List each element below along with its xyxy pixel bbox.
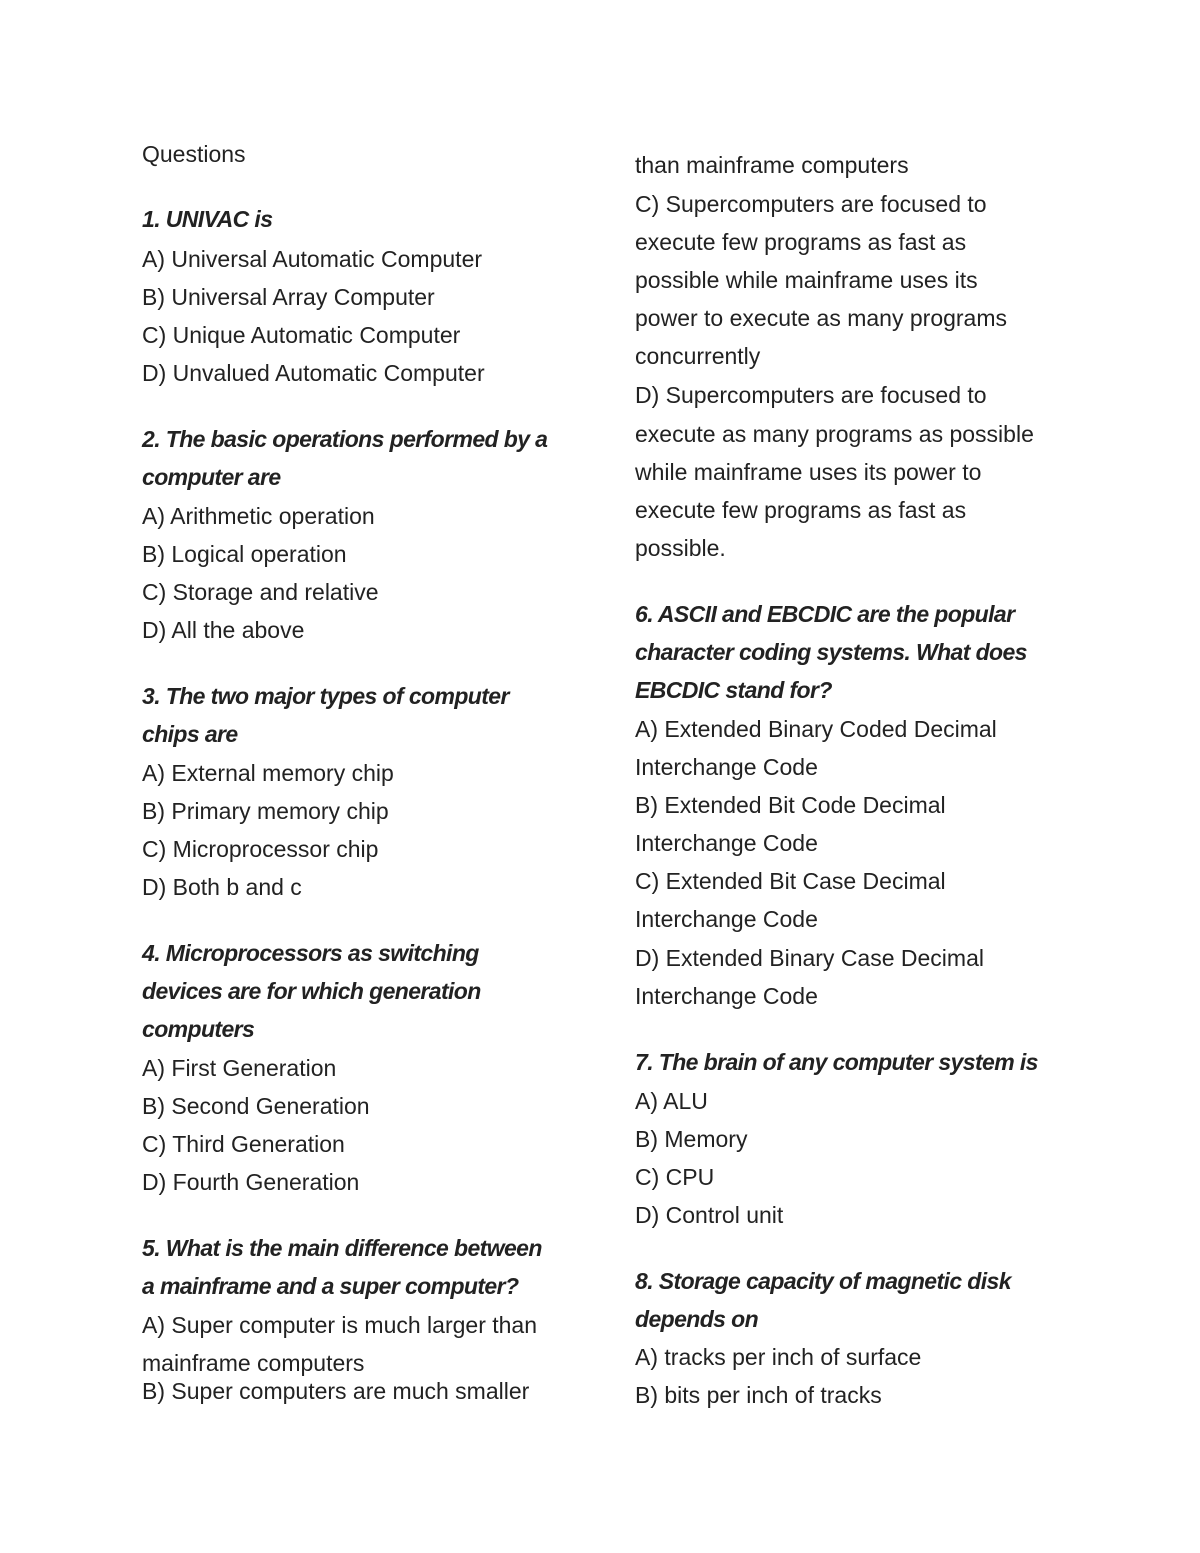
answer-option: B) Super computers are much smaller xyxy=(142,1378,530,1404)
answer-option: concurrently xyxy=(635,343,761,369)
question-text: 8. Storage capacity of magnetic disk xyxy=(635,1268,1011,1294)
answer-option: B) Second Generation xyxy=(142,1093,370,1119)
answer-option: C) Microprocessor chip xyxy=(142,836,379,862)
answer-option: C) Supercomputers are focused to xyxy=(635,191,987,217)
answer-option: B) Extended Bit Code Decimal xyxy=(635,792,946,818)
answer-option: D) Supercomputers are focused to xyxy=(635,382,987,408)
question-text: 1. UNIVAC is xyxy=(142,206,273,232)
question-text: 3. The two major types of computer xyxy=(142,683,509,709)
answer-option: execute few programs as fast as xyxy=(635,229,967,255)
answer-option: D) All the above xyxy=(142,617,305,643)
question-text: 7. The brain of any computer system is xyxy=(635,1049,1038,1075)
answer-option: D) Both b and c xyxy=(142,874,302,900)
answer-option: C) Third Generation xyxy=(142,1131,345,1157)
answer-option: mainframe computers xyxy=(142,1350,365,1376)
question-text: 4. Microprocessors as switching xyxy=(142,940,479,966)
question-text: devices are for which generation xyxy=(142,978,481,1004)
answer-option: B) Logical operation xyxy=(142,541,347,567)
question-text: computers xyxy=(142,1016,255,1042)
question-text: computer are xyxy=(142,464,281,490)
answer-option: A) First Generation xyxy=(142,1055,337,1081)
answer-option: power to execute as many programs xyxy=(635,305,1008,331)
question-text: character coding systems. What does xyxy=(635,639,1027,665)
question-text: 6. ASCII and EBCDIC are the popular xyxy=(635,601,1015,627)
answer-option: D) Extended Binary Case Decimal xyxy=(635,945,984,971)
answer-option: than mainframe computers xyxy=(635,152,909,178)
question-text: depends on xyxy=(635,1306,759,1332)
answer-option: A) Extended Binary Coded Decimal xyxy=(635,716,997,742)
question-text: chips are xyxy=(142,721,238,747)
answer-option: C) Unique Automatic Computer xyxy=(142,322,461,348)
answer-option: A) ALU xyxy=(635,1088,708,1114)
answer-option: execute few programs as fast as xyxy=(635,497,967,523)
answer-option: A) Arithmetic operation xyxy=(142,503,375,529)
answer-option: A) Universal Automatic Computer xyxy=(142,246,483,272)
answer-option: B) Primary memory chip xyxy=(142,798,389,824)
answer-option: B) Memory xyxy=(635,1126,748,1152)
answer-option: C) CPU xyxy=(635,1164,715,1190)
question-text: 5. What is the main difference between xyxy=(142,1235,542,1261)
answer-option: A) tracks per inch of surface xyxy=(635,1344,922,1370)
question-text: EBCDIC stand for? xyxy=(635,677,832,703)
answer-option: possible. xyxy=(635,535,726,561)
answer-option: while mainframe uses its power to xyxy=(635,459,982,485)
answer-option: Interchange Code xyxy=(635,983,818,1009)
answer-option: C) Storage and relative xyxy=(142,579,379,605)
answer-option: D) Control unit xyxy=(635,1202,784,1228)
answer-option: D) Unvalued Automatic Computer xyxy=(142,360,485,386)
answer-option: B) Universal Array Computer xyxy=(142,284,435,310)
page-heading: Questions xyxy=(142,141,246,167)
answer-option: Interchange Code xyxy=(635,906,818,932)
answer-option: D) Fourth Generation xyxy=(142,1169,360,1195)
question-text: a mainframe and a super computer? xyxy=(142,1273,519,1299)
answer-option: B) bits per inch of tracks xyxy=(635,1382,882,1408)
answer-option: Interchange Code xyxy=(635,830,818,856)
answer-option: A) External memory chip xyxy=(142,760,394,786)
answer-option: A) Super computer is much larger than xyxy=(142,1312,538,1338)
answer-option: execute as many programs as possible xyxy=(635,421,1034,447)
answer-option: possible while mainframe uses its xyxy=(635,267,978,293)
question-text: 2. The basic operations performed by a xyxy=(142,426,548,452)
answer-option: C) Extended Bit Case Decimal xyxy=(635,868,946,894)
answer-option: Interchange Code xyxy=(635,754,818,780)
